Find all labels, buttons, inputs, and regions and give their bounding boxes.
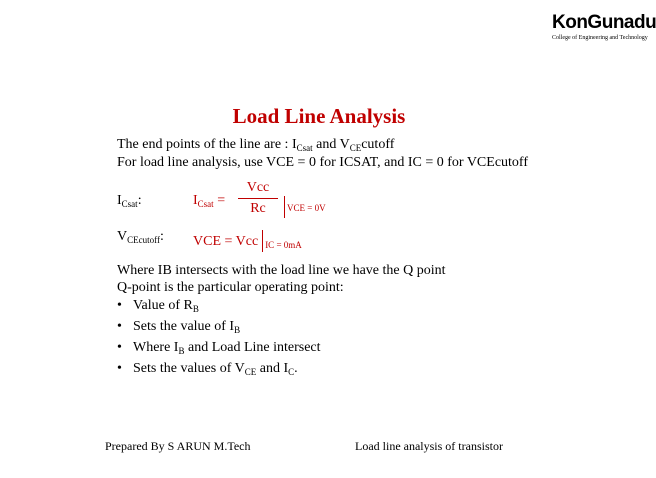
eq1-numerator: Vcc [238, 180, 278, 199]
eq2-condition: IC = 0mA [265, 240, 302, 250]
list-item: • Sets the value of $I_B$ [117, 319, 241, 335]
intro-line-1: The end points of the line are : $I_{Csat}$ and $V_{CE}cutoff$ [117, 137, 395, 153]
eq1-lhs: $I_{Csat}$ = [193, 193, 226, 209]
list-item: • Sets the values of $V_{CE}$ and $I_C$. [117, 361, 298, 377]
qpoint-line-2: Q-point is the particular operating point: [117, 280, 344, 295]
eq1-fraction [238, 180, 278, 217]
eq2-expression: VCE = Vcc $_{IC = 0mA}$ [193, 230, 302, 252]
eq2-label: $V_{CEcutoff}$: [117, 229, 164, 245]
bullet-list [117, 297, 321, 381]
slide-title: Load Line Analysis [232, 104, 406, 128]
list-item: • Value of $R_B$ [117, 298, 199, 314]
logo-name: KonGunadu [552, 12, 656, 33]
eq1-condition: VCE = 0V [280, 196, 326, 218]
footer-author: Prepared By S ARUN M.Tech [105, 439, 251, 453]
qpoint-line-1: Where IB intersects with the load line we have the Q point [117, 263, 446, 278]
list-item: • Where $I_B$ and Load Line intersect [117, 340, 321, 356]
footer-topic: Load line analysis of transistor [355, 439, 503, 453]
intro-line-2: For load line analysis, use VCE = 0 for ICSAT, and IC = 0 for VCEcutoff [117, 155, 528, 170]
eq1-label: $I_{Csat}$: [117, 193, 142, 209]
logo-tagline: College of Engineering and Technology [552, 35, 648, 41]
college-logo [552, 12, 656, 41]
eq1-denominator: Rc [250, 201, 266, 216]
